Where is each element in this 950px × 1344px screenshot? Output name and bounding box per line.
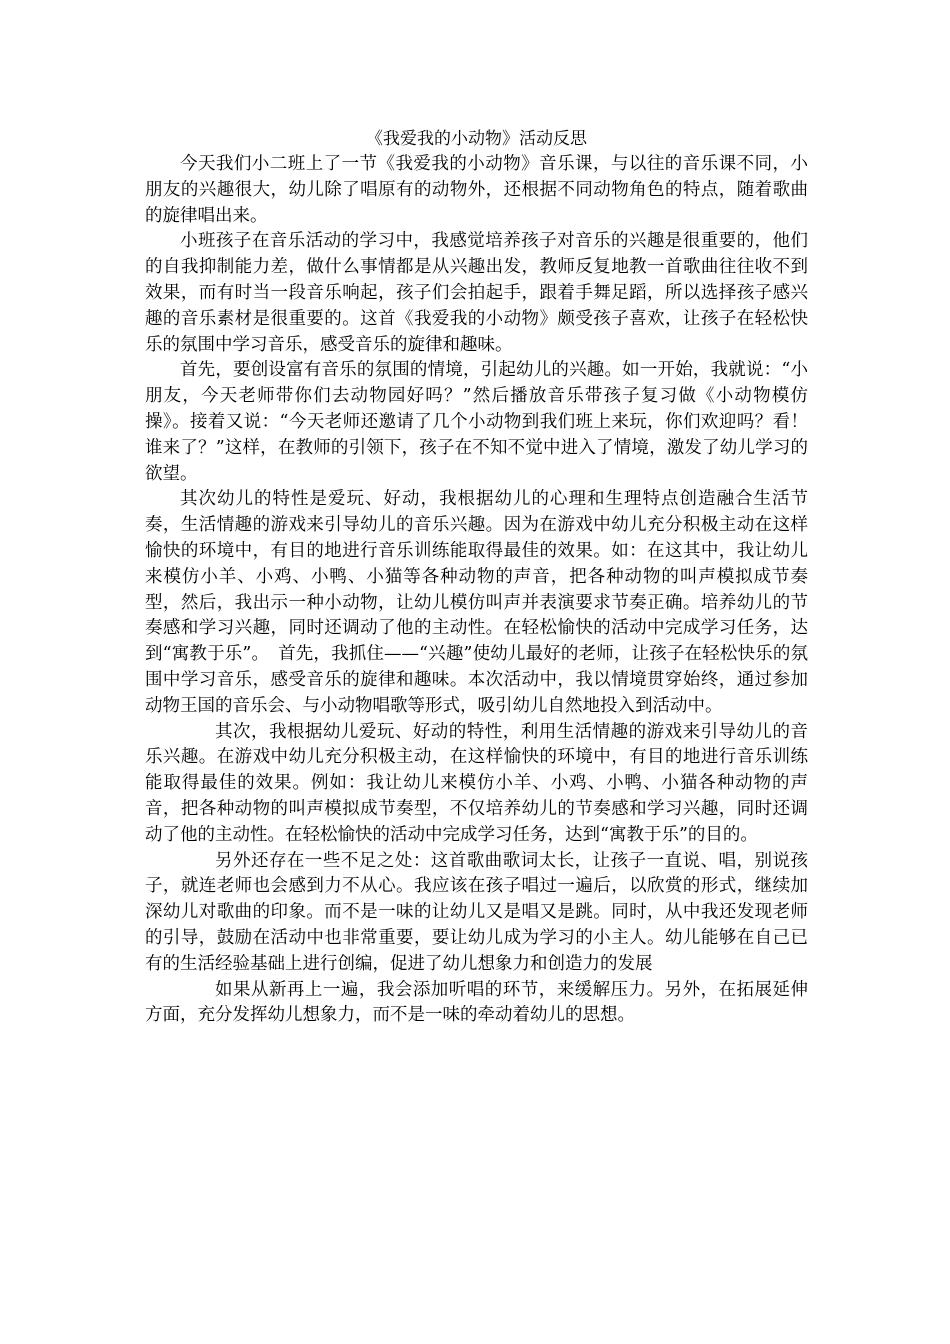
paragraph-intro: 今天我们小二班上了一节《我爱我的小动物》音乐课，与以往的音乐课不同，小朋友的兴趣很大，幼儿除了唱原有的动物外，还根据不同动物角色的特点，随着歌曲的旋律唱出来。 xyxy=(145,154,808,226)
document-page xyxy=(145,126,808,1029)
paragraph-second: 其次幼儿的特性是爱玩、好动，我根据幼儿的心理和生理特点创造融合生活节奏，生活情趣的游戏来引导幼儿的音乐兴趣。因为在游戏中幼儿充分积极主动在这样愉快的环境中，有目的地进行音乐训练能取得最佳的效果。如：在这其中，我让幼儿来模仿小羊、小鸡、小鸭、小猫等各种动物的声音，把各种动物的叫声模拟成节奏型，然后，我出示一种小动物，让幼儿模仿叫声并表演要求节奏正确。培养幼儿的节奏感和学习兴趣，同时还调动了他的主动性。在轻松愉快的活动中完成学习任务，达到“寓教于乐”。 首先，我抓住——“兴趣”使幼儿最好的老师，让孩子在轻松快乐的氛围中学习音乐，感受音乐的旋律和趣味。本次活动中，我以情境贯穿始终，通过参加动物王国的音乐会、与小动物唱歌等形式，吸引幼儿自然地投入到活动中。 xyxy=(145,489,808,716)
paragraph-interest: 小班孩子在音乐活动的学习中，我感觉培养孩子对音乐的兴趣是很重要的，他们的自我抑制能力差，做什么事情都是从兴趣出发，教师反复地教一首歌曲往往收不到效果，而有时当一段音乐响起，孩子们会拍起手，跟着手舞足蹈，所以选择孩子感兴趣的音乐素材是很重要的。这首《我爱我的小动物》颇受孩子喜欢，让孩子在轻松快乐的氛围中学习音乐，感受音乐的旋律和趣味。 xyxy=(145,231,808,355)
document-title: 《我爱我的小动物》活动反思 xyxy=(366,129,587,149)
paragraph-improvement: 如果从新再上一遍，我会添加听唱的环节，来缓解压力。另外，在拓展延伸方面，充分发挥幼儿想象力，而不是一味的牵动着幼儿的思想。 xyxy=(145,979,808,1026)
paragraph-first: 首先，要创设富有音乐的氛围的情境，引起幼儿的兴趣。如一开始，我就说：“小朋友，今天老师带你们去动物园好吗？”然后播放音乐带孩子复习做《小动物模仿操》。接着又说：“今天老师还邀请了几个小动物到我们班上来玩，你们欢迎吗？看！谁来了？”这样，在教师的引领下，孩子在不知不觉中进入了情境，激发了幼儿学习的欲望。 xyxy=(145,360,808,484)
paragraph-games: 其次，我根据幼儿爱玩、好动的特性，利用生活情趣的游戏来引导幼儿的音乐兴趣。在游戏中幼儿充分积极主动，在这样愉快的环境中，有目的地进行音乐训练能取得最佳的效果。例如：我让幼儿来模仿小羊、小鸡、小鸭、小猫各种动物的声音，把各种动物的叫声模拟成节奏型，不仅培养幼儿的节奏感和学习兴趣，同时还调动了他的主动性。在轻松愉快的活动中完成学习任务，达到“寓教于乐”的目的。 xyxy=(145,721,808,845)
paragraph-shortcomings: 另外还存在一些不足之处：这首歌曲歌词太长，让孩子一直说、唱，别说孩子，就连老师也会感到力不从心。我应该在孩子唱过一遍后，以欣赏的形式，继续加深幼儿对歌曲的印象。而不是一味的让幼儿又是唱又是跳。同时，从中我还发现老师的引导，鼓励在活动中也非常重要，要让幼儿成为学习的小主人。幼儿能够在自己已有的生活经验基础上进行创编，促进了幼儿想象力和创造力的发展 xyxy=(145,850,808,974)
